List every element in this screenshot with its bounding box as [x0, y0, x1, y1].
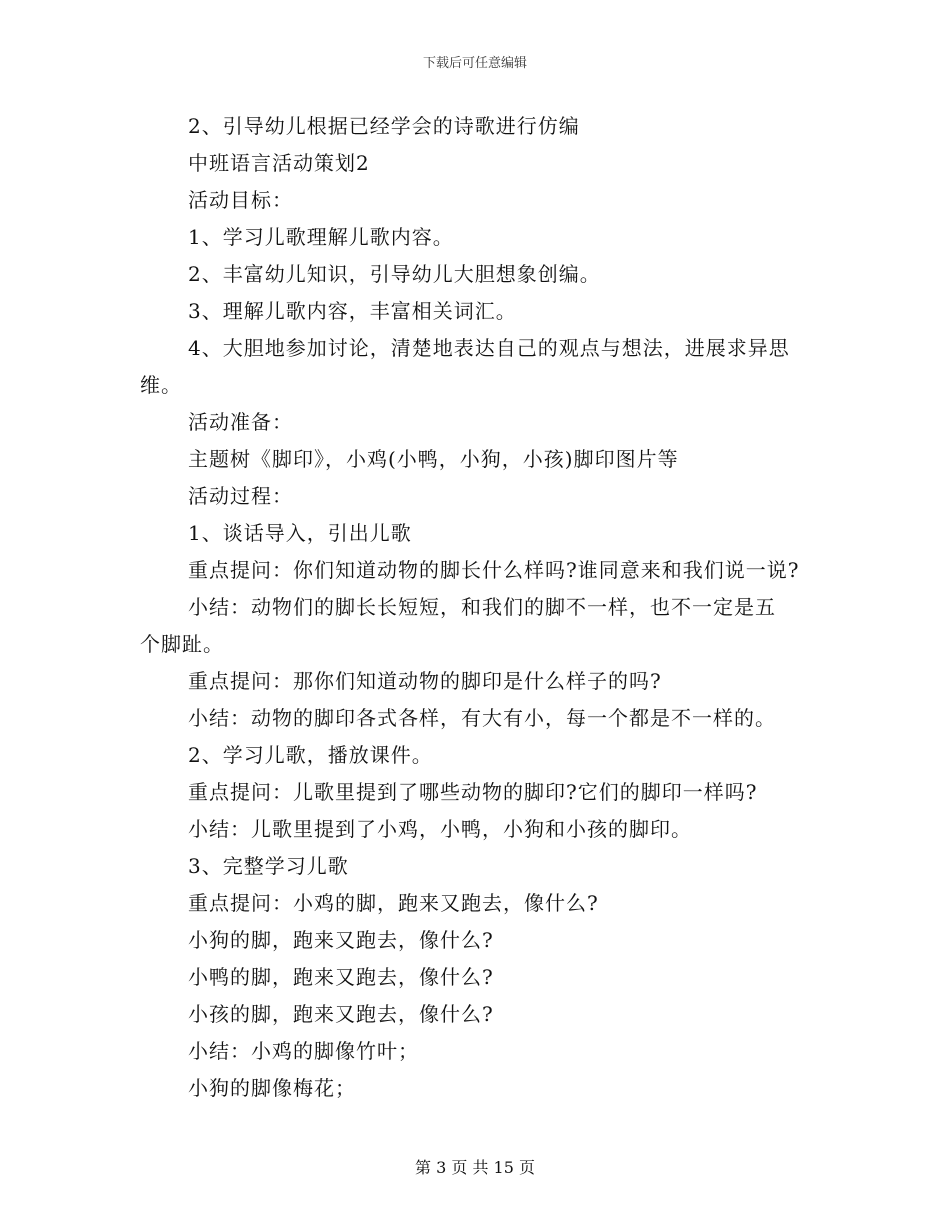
text-line-continuation: 个脚趾。: [140, 632, 224, 656]
text-line: 1、谈话导入，引出儿歌: [188, 521, 412, 545]
text-line: 2、学习儿歌，播放课件。: [188, 743, 433, 767]
text-line: 2、丰富幼儿知识，引导幼儿大胆想象创编。: [188, 262, 601, 286]
text-line: 4、大胆地参加讨论，清楚地表达自己的观点与想法，进展求异思: [188, 336, 790, 360]
document-body: [140, 108, 820, 1107]
text-line: 重点提问：儿歌里提到了哪些动物的脚印?它们的脚印一样吗?: [188, 780, 758, 804]
section-heading: 活动过程：: [188, 484, 293, 508]
section-heading: 活动准备：: [188, 410, 293, 434]
text-line: 小鸭的脚，跑来又跑去，像什么?: [188, 965, 494, 989]
section-title: 中班语言活动策划2: [188, 151, 370, 175]
text-line: 小结：动物们的脚长长短短，和我们的脚不一样，也不一定是五: [188, 595, 776, 619]
text-line: 1、学习儿歌理解儿歌内容。: [188, 225, 454, 249]
text-line: 主题树《脚印》，小鸡(小鸭，小狗，小孩)脚印图片等: [188, 447, 679, 471]
page-number: 第 3 页 共 15 页: [415, 1158, 535, 1177]
download-note: 下载后可任意编辑: [422, 56, 527, 71]
text-line: 3、完整学习儿歌: [188, 854, 349, 878]
text-line-continuation: 维。: [140, 373, 182, 397]
text-line: 小孩的脚，跑来又跑去，像什么?: [188, 1002, 494, 1026]
text-line: 小结：儿歌里提到了小鸡，小鸭，小狗和小孩的脚印。: [188, 817, 692, 841]
text-line: 小狗的脚像梅花；: [188, 1076, 356, 1100]
text-line: 重点提问：小鸡的脚，跑来又跑去，像什么?: [188, 891, 599, 915]
text-line: 小结：小鸡的脚像竹叶；: [188, 1039, 419, 1063]
text-line: 小狗的脚，跑来又跑去，像什么?: [188, 928, 494, 952]
text-line: 3、理解儿歌内容，丰富相关词汇。: [188, 299, 517, 323]
text-line: 重点提问：你们知道动物的脚长什么样吗?谁同意来和我们说一说?: [188, 558, 800, 582]
section-heading: 活动目标：: [188, 188, 293, 212]
text-line: 重点提问：那你们知道动物的脚印是什么样子的吗?: [188, 669, 662, 693]
text-line: 2、引导幼儿根据已经学会的诗歌进行仿编: [188, 114, 580, 138]
text-line: 小结：动物的脚印各式各样，有大有小，每一个都是不一样的。: [188, 706, 776, 730]
